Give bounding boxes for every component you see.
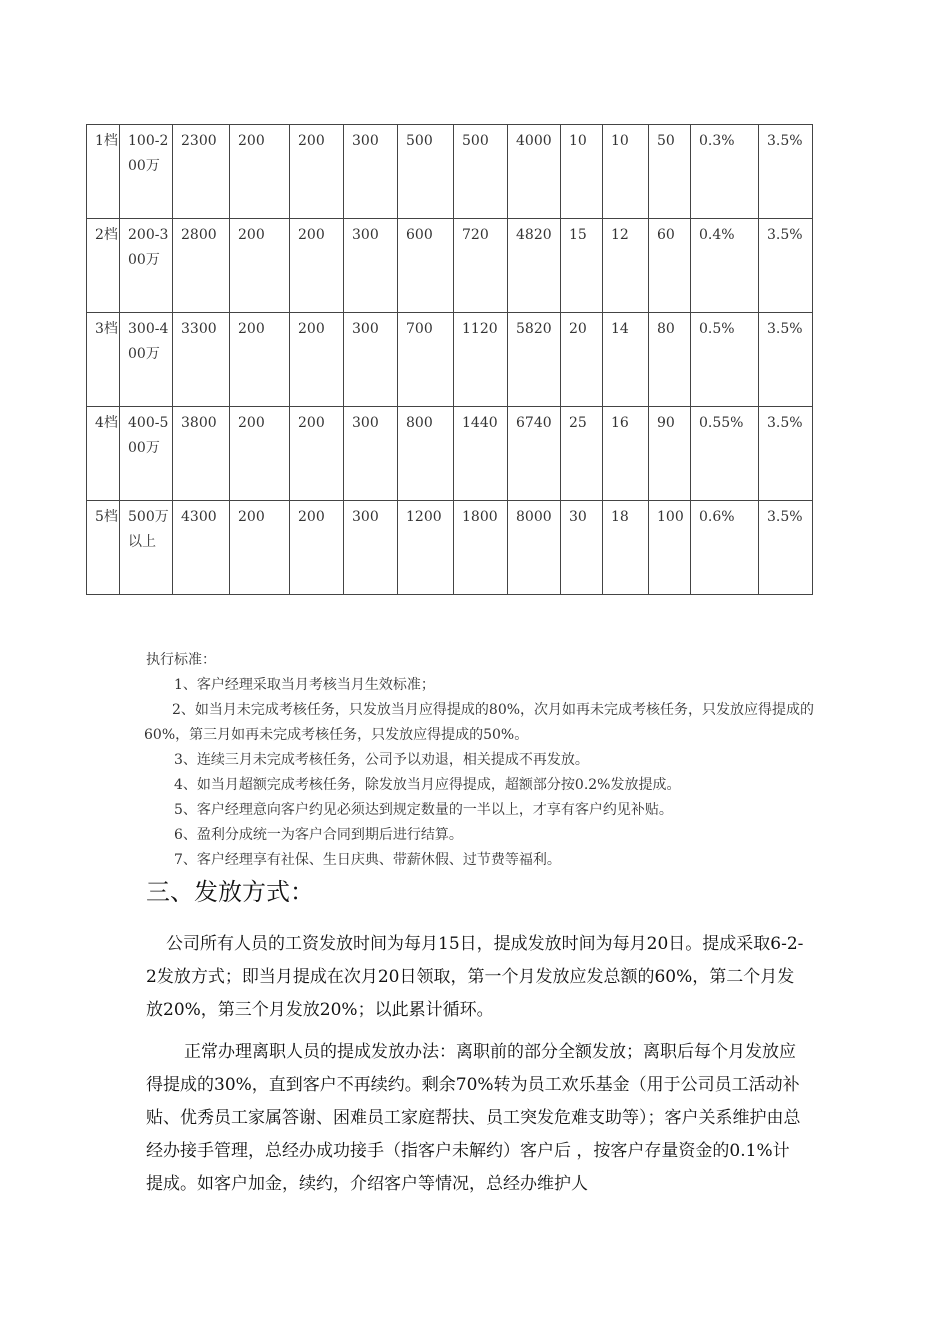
table-cell: 3.5%: [759, 407, 813, 501]
table-cell: 300: [344, 501, 398, 595]
note-item: 5、客户经理意向客户约见必须达到规定数量的一半以上，才享有客户约见补贴。: [174, 802, 673, 818]
table-cell: 200-300万: [120, 219, 173, 313]
table-cell: 2档: [87, 219, 120, 313]
section-body: [146, 928, 806, 1201]
table-cell: 5820: [508, 313, 561, 407]
table-cell: 16: [603, 407, 649, 501]
table-cell: 200: [290, 501, 344, 595]
table-cell: 200: [230, 219, 290, 313]
table-cell: 4000: [508, 125, 561, 219]
table-cell: 800: [398, 407, 454, 501]
table-cell: 1440: [454, 407, 508, 501]
table-cell: 3800: [173, 407, 230, 501]
note-item: 4、如当月超额完成考核任务，除发放当月应得提成，超额部分按0.2%发放提成。: [174, 777, 681, 793]
table-cell: 100: [649, 501, 691, 595]
table-cell: 200: [230, 125, 290, 219]
table-cell: 3.5%: [759, 125, 813, 219]
execution-standards: [146, 648, 816, 873]
table-cell: 60: [649, 219, 691, 313]
table-cell: 5档: [87, 501, 120, 595]
table-cell: 700: [398, 313, 454, 407]
table-cell: 500万以上: [120, 501, 173, 595]
table-row: [87, 501, 813, 595]
table-cell: 500: [398, 125, 454, 219]
table-cell: 14: [603, 313, 649, 407]
table-cell: 90: [649, 407, 691, 501]
table-row: [87, 219, 813, 313]
paragraph-payment-schedule: 公司所有人员的工资发放时间为每月15日，提成发放时间为每月20日。提成采取6-2-2发放方式；即当月提成在次月20日领取，第一个月发放应发总额的60%，第二个月发放20%，第三个月发放20%；以此累计循环。: [146, 934, 804, 1020]
section-heading: 三、发放方式：: [146, 878, 314, 906]
table-cell: 1档: [87, 125, 120, 219]
table-cell: 200: [230, 501, 290, 595]
table-cell: 3300: [173, 313, 230, 407]
table-cell: 18: [603, 501, 649, 595]
table-cell: 300: [344, 313, 398, 407]
table-cell: 1800: [454, 501, 508, 595]
table-cell: 200: [290, 407, 344, 501]
table-cell: 0.55%: [691, 407, 759, 501]
table-cell: 200: [290, 125, 344, 219]
paragraph-resignation-policy: 正常办理离职人员的提成发放办法：离职前的部分全额发放；离职后每个月发放应得提成的30%，直到客户不再续约。剩余70%转为员工欢乐基金（用于公司员工活动补贴、优秀员工家属答谢、困难员工家庭帮扶、员工突发危难支助等）；客户关系维护由总经办接手管理，总经办成功接手（指客户未解约）客户后 ，按客户存量资金的0.1%计提成。如客户加金，续约，介绍客户等情况，总经办维护人: [146, 1042, 801, 1194]
table-cell: 20: [561, 313, 603, 407]
table-cell: 300: [344, 219, 398, 313]
table-cell: 200: [230, 313, 290, 407]
table-cell: 3档: [87, 313, 120, 407]
table-cell: 80: [649, 313, 691, 407]
table-cell: 4820: [508, 219, 561, 313]
table-cell: 500: [454, 125, 508, 219]
table-cell: 30: [561, 501, 603, 595]
table-cell: 3.5%: [759, 219, 813, 313]
table-cell: 300-400万: [120, 313, 173, 407]
table-cell: 8000: [508, 501, 561, 595]
note-item: 3、连续三月未完成考核任务，公司予以劝退，相关提成不再发放。: [174, 752, 589, 768]
table-row: [87, 125, 813, 219]
note-item: 2、如当月未完成考核任务，只发放当月应得提成的80%，次月如再未完成考核任务，只发放应得提成的60%，第三月如再未完成考核任务，只发放应得提成的50%。: [144, 702, 815, 743]
table-cell: 200: [230, 407, 290, 501]
table-cell: 0.5%: [691, 313, 759, 407]
table-cell: 0.6%: [691, 501, 759, 595]
table-cell: 6740: [508, 407, 561, 501]
table-cell: 200: [290, 219, 344, 313]
table-cell: 10: [603, 125, 649, 219]
table-cell: 2800: [173, 219, 230, 313]
table-cell: 3.5%: [759, 313, 813, 407]
note-item: 7、客户经理享有社保、生日庆典、带薪休假、过节费等福利。: [174, 852, 561, 868]
table-cell: 0.4%: [691, 219, 759, 313]
table-cell: 720: [454, 219, 508, 313]
table-cell: 0.3%: [691, 125, 759, 219]
commission-table: [86, 124, 813, 595]
table-cell: 10: [561, 125, 603, 219]
table-cell: 300: [344, 407, 398, 501]
table-cell: 4300: [173, 501, 230, 595]
table-cell: 1200: [398, 501, 454, 595]
note-item: 6、盈利分成统一为客户合同到期后进行结算。: [174, 827, 463, 843]
table-cell: 4档: [87, 407, 120, 501]
table-cell: 2300: [173, 125, 230, 219]
table-cell: 15: [561, 219, 603, 313]
table-row: [87, 313, 813, 407]
table-cell: 3.5%: [759, 501, 813, 595]
table-cell: 300: [344, 125, 398, 219]
notes-title: 执行标准：: [146, 652, 216, 668]
table-cell: 200: [290, 313, 344, 407]
table-cell: 50: [649, 125, 691, 219]
table-cell: 100-200万: [120, 125, 173, 219]
table-cell: 25: [561, 407, 603, 501]
table-cell: 12: [603, 219, 649, 313]
table-cell: 1120: [454, 313, 508, 407]
note-item: 1、客户经理采取当月考核当月生效标准；: [174, 677, 435, 693]
table-row: [87, 407, 813, 501]
table-cell: 400-500万: [120, 407, 173, 501]
table-cell: 600: [398, 219, 454, 313]
